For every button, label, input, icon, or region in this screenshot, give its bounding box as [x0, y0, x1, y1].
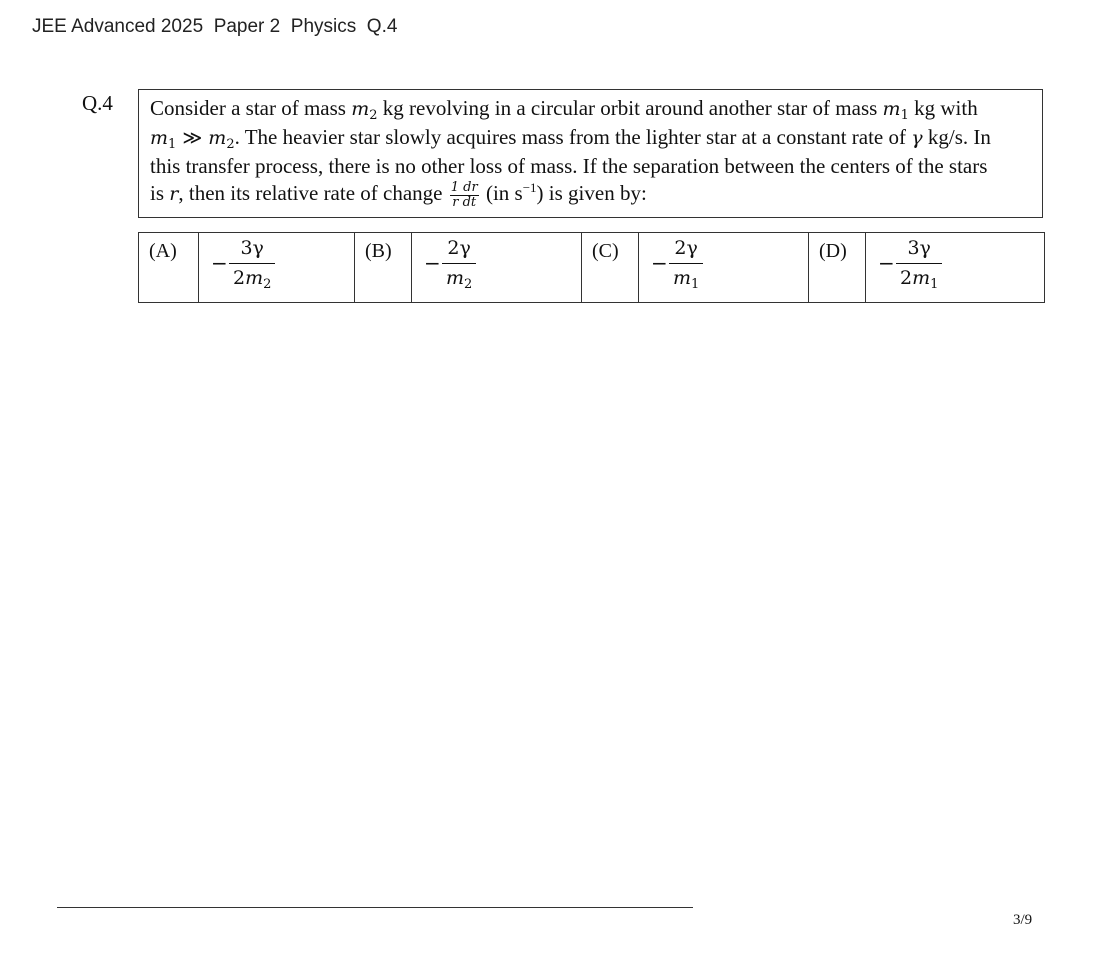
math-subscript: 2 — [464, 277, 473, 292]
math-gamma: γ — [911, 127, 923, 149]
fraction-denominator — [229, 264, 275, 291]
answer-fraction — [229, 237, 275, 291]
fraction-numerator: 2γ — [669, 237, 703, 264]
fraction-numerator: 3γ — [229, 237, 275, 264]
math-m2 — [208, 127, 235, 152]
minus-sign: − — [211, 251, 228, 275]
option-b-answer[interactable] — [412, 233, 582, 303]
math-base: m — [208, 127, 227, 149]
math-subscript: 1 — [691, 277, 700, 292]
math-base: m — [245, 267, 264, 289]
fraction-numerator: 3γ — [896, 237, 942, 264]
question-text: . The heavier star slowly acquires mass from the lighter star at a constant rate of — [234, 125, 912, 149]
math-base: m — [673, 267, 692, 289]
question-text: Consider a star of mass — [150, 96, 352, 120]
minus-sign: − — [878, 251, 895, 275]
options-table — [138, 232, 1045, 303]
math-subscript: 2 — [369, 108, 378, 123]
fraction-numerator: 2γ — [442, 237, 476, 264]
math-fraction — [450, 181, 479, 209]
math-subscript: 2 — [263, 277, 272, 292]
fraction-numerator: 1 dr — [450, 180, 478, 196]
question-line-4 — [150, 181, 647, 209]
question-number: Q.4 — [82, 91, 113, 115]
page-header: JEE Advanced 2025 Paper 2 Physics Q.4 — [32, 16, 398, 37]
math-base: m — [912, 267, 931, 289]
math-base: m — [150, 127, 169, 149]
question-text: (in s — [480, 181, 523, 205]
option-d-answer[interactable] — [866, 233, 1045, 303]
question-text: is — [150, 181, 170, 205]
denominator-coefficient: 2 — [900, 267, 913, 289]
math-m2 — [351, 98, 378, 123]
question-text: , then its relative rate of change — [178, 181, 448, 205]
math-base: m — [351, 98, 370, 120]
question-text: kg with — [908, 96, 978, 120]
question-box — [138, 89, 1043, 218]
question-line-1 — [150, 98, 978, 122]
question-text: kg revolving in a circular orbit around another star of mass — [377, 96, 883, 120]
minus-sign: − — [424, 251, 441, 275]
question-line-3: this transfer process, there is no other loss of mass. If the separation between the centers of the stars — [150, 154, 988, 178]
math-superscript: −1 — [522, 180, 537, 195]
math-subscript: 1 — [168, 137, 177, 152]
math-base: m — [446, 267, 465, 289]
fraction-denominator: r dt — [452, 194, 477, 210]
fraction-denominator — [669, 264, 703, 291]
option-a-label[interactable]: (A) — [139, 233, 199, 303]
minus-sign: − — [651, 251, 668, 275]
option-d-label[interactable]: (D) — [809, 233, 866, 303]
option-b-label[interactable]: (B) — [355, 233, 412, 303]
math-subscript: 1 — [900, 108, 909, 123]
answer-fraction — [669, 237, 703, 291]
math-base: m — [882, 98, 901, 120]
page-number: 3/9 — [1013, 912, 1033, 928]
fraction-denominator — [442, 264, 476, 291]
footer-rule — [57, 907, 693, 908]
math-m1 — [150, 127, 177, 152]
option-c-label[interactable]: (C) — [582, 233, 639, 303]
fraction-denominator — [896, 264, 942, 291]
math-m1 — [882, 98, 909, 123]
math-r: r — [169, 183, 179, 205]
question-line-2 — [150, 127, 991, 151]
question-text: ) is given by: — [536, 181, 647, 205]
answer-fraction — [442, 237, 476, 291]
option-a-answer[interactable] — [199, 233, 355, 303]
denominator-coefficient: 2 — [233, 267, 246, 289]
question-text: kg/s. In — [922, 125, 991, 149]
math-subscript: 1 — [930, 277, 939, 292]
answer-fraction — [896, 237, 942, 291]
option-c-answer[interactable] — [639, 233, 809, 303]
math-relation: ≫ — [176, 127, 209, 149]
math-subscript: 2 — [226, 137, 235, 152]
